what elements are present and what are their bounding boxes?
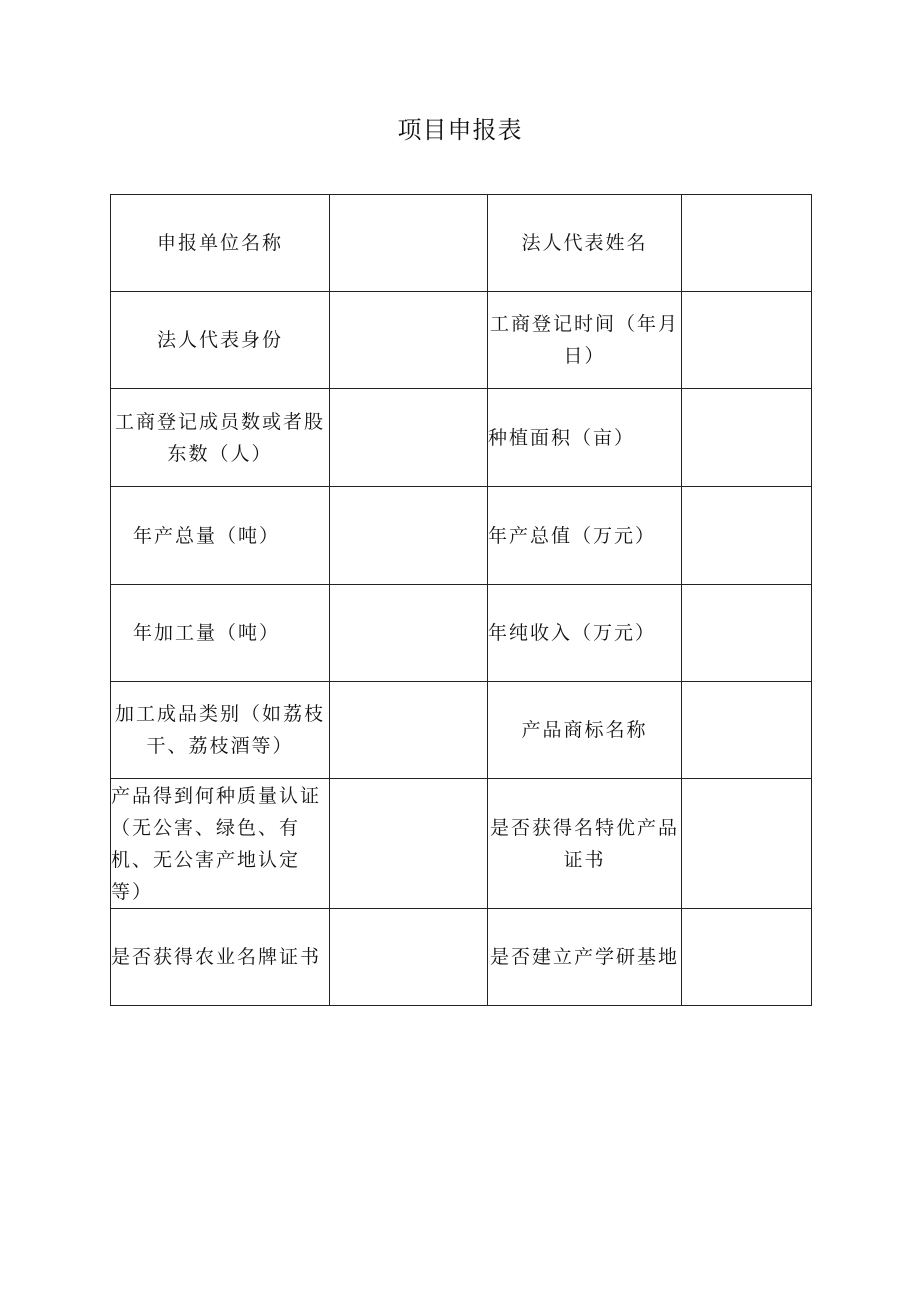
table-row bbox=[111, 585, 812, 682]
value-planting-area[interactable] bbox=[682, 389, 812, 487]
value-legal-rep-name[interactable] bbox=[682, 195, 812, 292]
label-quality-certification: 产品得到何种质量认证（无公害、绿色、有机、无公害产地认定等） bbox=[111, 779, 330, 909]
value-applicant-name[interactable] bbox=[330, 195, 488, 292]
label-premium-certificate: 是否获得名特优产品证书 bbox=[488, 779, 682, 909]
application-form-table bbox=[110, 194, 812, 1006]
label-annual-processing: 年加工量（吨） bbox=[111, 585, 330, 682]
label-brand-certificate: 是否获得农业名牌证书 bbox=[111, 909, 330, 1006]
table-row bbox=[111, 292, 812, 389]
label-registration-date: 工商登记时间（年月日） bbox=[488, 292, 682, 389]
label-member-count: 工商登记成员数或者股东数（人） bbox=[111, 389, 330, 487]
label-net-income: 年纯收入（万元） bbox=[488, 585, 682, 682]
table-row bbox=[111, 487, 812, 585]
value-research-base[interactable] bbox=[682, 909, 812, 1006]
value-quality-certification[interactable] bbox=[330, 779, 488, 909]
table-row bbox=[111, 909, 812, 1006]
value-premium-certificate[interactable] bbox=[682, 779, 812, 909]
label-legal-rep-name: 法人代表姓名 bbox=[488, 195, 682, 292]
label-research-base: 是否建立产学研基地 bbox=[488, 909, 682, 1006]
value-brand-certificate[interactable] bbox=[330, 909, 488, 1006]
value-registration-date[interactable] bbox=[682, 292, 812, 389]
value-annual-processing[interactable] bbox=[330, 585, 488, 682]
value-brand-name[interactable] bbox=[682, 682, 812, 779]
label-product-category: 加工成品类别（如荔枝干、荔枝酒等） bbox=[111, 682, 330, 779]
value-net-income[interactable] bbox=[682, 585, 812, 682]
value-product-category[interactable] bbox=[330, 682, 488, 779]
label-annual-output-value: 年产总值（万元） bbox=[488, 487, 682, 585]
label-applicant-name: 申报单位名称 bbox=[111, 195, 330, 292]
table-row bbox=[111, 389, 812, 487]
value-annual-output-value[interactable] bbox=[682, 487, 812, 585]
table-row bbox=[111, 682, 812, 779]
label-brand-name: 产品商标名称 bbox=[488, 682, 682, 779]
page-title: 项目申报表 bbox=[397, 116, 523, 144]
label-planting-area: 种植面积（亩） bbox=[488, 389, 682, 487]
label-legal-rep-id: 法人代表身份 bbox=[111, 292, 330, 389]
value-member-count[interactable] bbox=[330, 389, 488, 487]
value-legal-rep-id[interactable] bbox=[330, 292, 488, 389]
label-annual-output: 年产总量（吨） bbox=[111, 487, 330, 585]
value-annual-output[interactable] bbox=[330, 487, 488, 585]
table-row bbox=[111, 195, 812, 292]
table-row bbox=[111, 779, 812, 909]
